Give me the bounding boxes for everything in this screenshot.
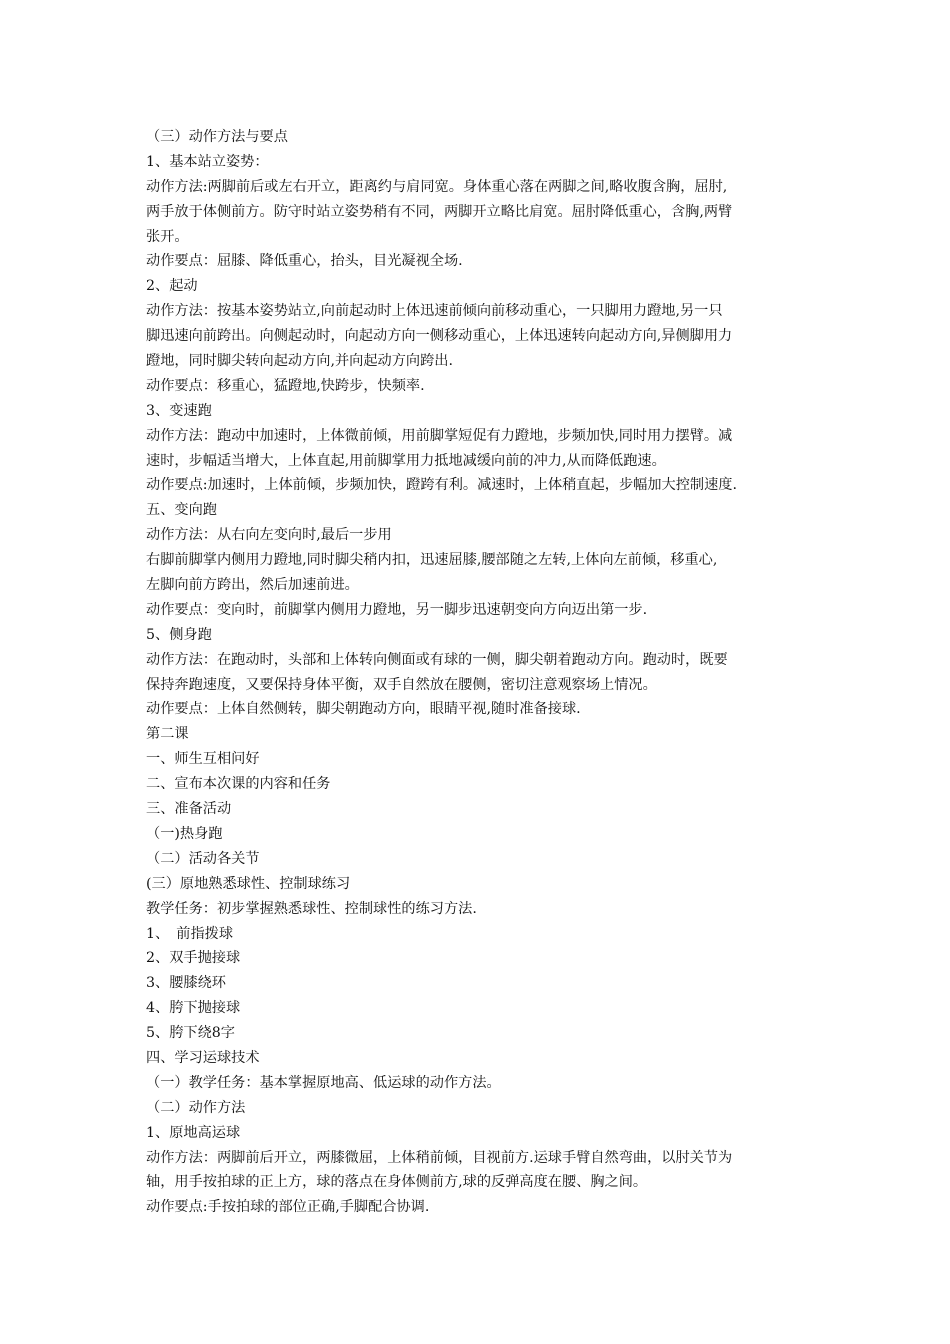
text-line: 5、侧身跑: [146, 626, 212, 643]
text-line: 动作要点：屈膝、降低重心，抬头，目光凝视全场.: [146, 253, 463, 270]
document-body: [146, 125, 826, 1220]
text-line: 二、宣布本次课的内容和任务: [146, 776, 331, 793]
text-line: 动作方法:两脚前后或左右开立，距离约与肩同宽。身体重心落在两脚之间,略收腹含胸，屈肘,: [146, 178, 728, 195]
text-line: 3、腰膝绕环: [146, 975, 226, 992]
text-line: 动作方法：跑动中加速时，上体微前倾，用前脚掌短促有力蹬地，步频加快,同时用力摆臂。减: [146, 427, 733, 444]
text-line: 左脚向前方跨出，然后加速前进。: [146, 577, 359, 594]
text-line: （三）动作方法与要点: [146, 129, 288, 145]
text-line: 动作方法：从右向左变向时,最后一步用: [146, 527, 392, 544]
text-line: 4、胯下抛接球: [146, 1000, 241, 1017]
text-line: 动作方法：两脚前后开立，两膝微屈，上体稍前倾，目视前方.运球手臂自然弯曲，以肘关节为: [146, 1149, 733, 1166]
text-line: 一、师生互相问好: [146, 751, 260, 768]
text-line: （二）动作方法: [146, 1099, 246, 1116]
text-line: 2、起动: [146, 278, 198, 295]
text-line: 3、变速跑: [146, 402, 212, 419]
text-line: 五、变向跑: [146, 502, 217, 519]
text-line: 动作要点：上体自然侧转，脚尖朝跑动方向，眼睛平视,随时准备接球.: [146, 701, 581, 718]
text-line: 动作要点:手按拍球的部位正确,手脚配合协调.: [146, 1199, 430, 1216]
text-line: 右脚前脚掌内侧用力蹬地,同时脚尖稍内扣，迅速屈膝,腰部随之左转,上体向左前倾，移重心,: [146, 552, 718, 569]
text-line: (三）原地熟悉球性、控制球练习: [146, 875, 351, 892]
text-line: 1、基本站立姿势：: [146, 153, 269, 170]
text-line: 蹬地，同时脚尖转向起动方向,并向起动方向跨出.: [146, 353, 453, 370]
text-line: 四、学习运球技术: [146, 1049, 260, 1066]
text-line: 速时，步幅适当增大，上体直起,用前脚掌用力抵地减缓向前的冲力,从而降低跑速。: [146, 452, 666, 469]
text-line: （一)热身跑: [146, 825, 223, 842]
text-line: 动作方法：按基本姿势站立,向前起动时上体迅速前倾向前移动重心，一只脚用力蹬地,另一只: [146, 303, 723, 320]
text-line: 两手放于体侧前方。防守时站立姿势稍有不同，两脚开立略比肩宽。屈肘降低重心，含胸,两臂: [146, 203, 733, 220]
text-line: 动作方法：在跑动时，头部和上体转向侧面或有球的一侧，脚尖朝着跑动方向。跑动时，既要: [146, 651, 728, 668]
text-line: 三、准备活动: [146, 801, 232, 818]
text-line: （二）活动各关节: [146, 850, 260, 867]
text-line: 1、原地高运球: [146, 1124, 241, 1141]
text-line: 1、 前指拨球: [146, 925, 234, 942]
text-line: 保持奔跑速度，又要保持身体平衡，双手自然放在腰侧，密切注意观察场上情况。: [146, 676, 657, 693]
text-line: 脚迅速向前跨出。向侧起动时，向起动方向一侧移动重心，上体迅速转向起动方向,异侧脚用力: [146, 328, 733, 345]
text-line: 第二课: [146, 726, 189, 743]
text-line: 轴，用手按拍球的正上方，球的落点在身体侧前方,球的反弹高度在腰、胸之间。: [146, 1174, 648, 1191]
text-line: 2、双手抛接球: [146, 950, 241, 967]
text-line: 动作要点：移重心，猛蹬地,快跨步，快频率.: [146, 377, 425, 394]
text-line: 动作要点：变向时，前脚掌内侧用力蹬地，另一脚步迅速朝变向方向迈出第一步.: [146, 601, 648, 618]
text-line: 教学任务：初步掌握熟悉球性、控制球性的练习方法.: [146, 900, 477, 917]
text-line: 动作要点:加速时，上体前倾，步频加快，蹬跨有利。减速时，上体稍直起，步幅加大控制速度.: [146, 477, 737, 494]
text-line: 张开。: [146, 228, 189, 245]
text-line: 5、胯下绕8字: [146, 1025, 235, 1042]
text-line: （一）教学任务：基本掌握原地高、低运球的动作方法。: [146, 1074, 501, 1091]
